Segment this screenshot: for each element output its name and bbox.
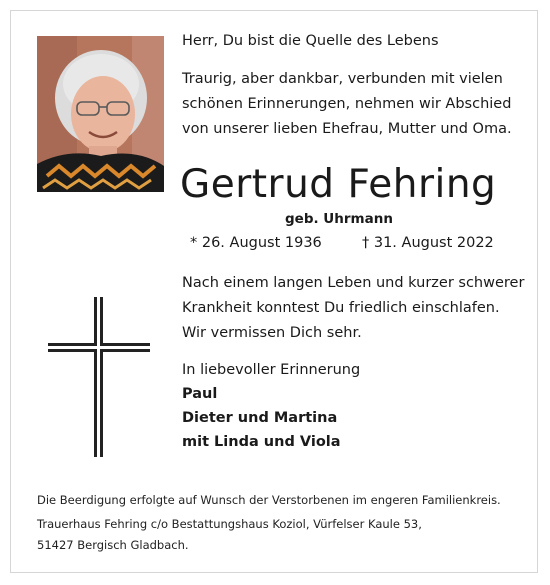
birth-name: geb. Uhrmann bbox=[285, 211, 393, 227]
mourner-name: Dieter und Martina bbox=[182, 410, 338, 426]
remembrance-label: In liebevoller Erinnerung bbox=[182, 362, 361, 378]
farewell-line: Nach einem langen Leben und kurzer schwerer bbox=[182, 275, 525, 291]
death-date: † 31. August 2022 bbox=[362, 235, 494, 251]
intro-line: Traurig, aber dankbar, verbunden mit vielen bbox=[182, 71, 503, 87]
farewell-line: Wir vermissen Dich sehr. bbox=[182, 325, 362, 341]
motto: Herr, Du bist die Quelle des Lebens bbox=[182, 33, 439, 49]
farewell-text bbox=[182, 271, 527, 346]
birth-date: * 26. August 1936 bbox=[190, 235, 322, 251]
portrait-illustration bbox=[37, 36, 164, 192]
farewell-line: Krankheit konntest Du friedlich einschlafen. bbox=[182, 300, 500, 316]
cross-icon bbox=[48, 297, 150, 461]
mourning-address-city: 51427 Bergisch Gladbach. bbox=[37, 538, 189, 552]
mourner-name: Paul bbox=[182, 386, 218, 402]
funeral-notice: Die Beerdigung erfolgte auf Wunsch der Verstorbenen im engeren Familienkreis. bbox=[37, 493, 501, 507]
intro-line: von unserer lieben Ehefrau, Mutter und Oma. bbox=[182, 121, 512, 137]
mourner-list bbox=[182, 382, 341, 454]
intro-text bbox=[182, 67, 522, 142]
deceased-name: Gertrud Fehring bbox=[180, 162, 497, 207]
mourner-name: mit Linda und Viola bbox=[182, 434, 341, 450]
intro-line: schönen Erinnerungen, nehmen wir Abschied bbox=[182, 96, 512, 112]
mourning-address: Trauerhaus Fehring c/o Bestattungshaus Koziol, Vürfelser Kaule 53, bbox=[37, 517, 422, 531]
portrait-photo bbox=[37, 36, 164, 192]
